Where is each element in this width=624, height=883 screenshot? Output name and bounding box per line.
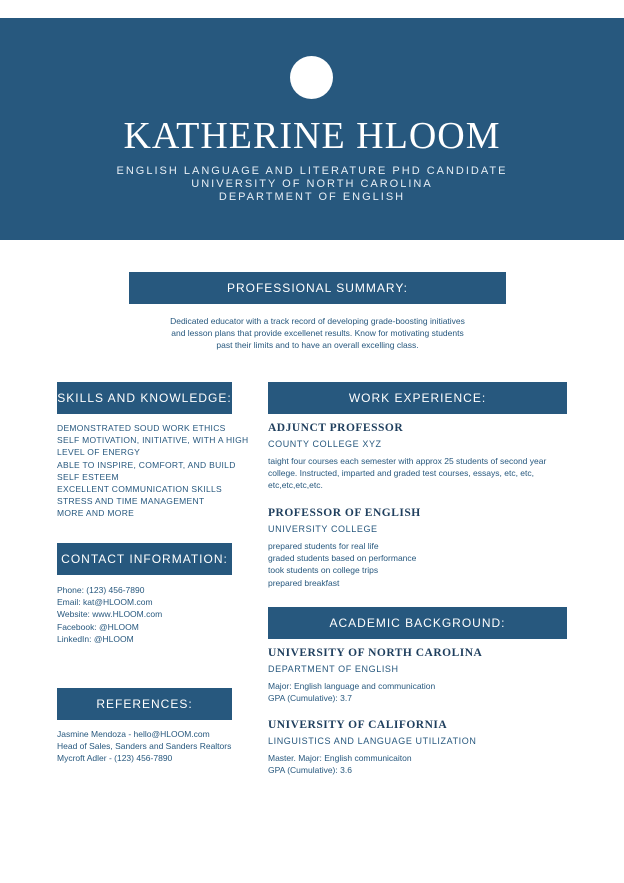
work-heading: WORK EXPERIENCE: (268, 382, 567, 414)
summary-line: past their limits and to have an overall excelling class. (216, 340, 419, 351)
job-description-line: took students on college trips (268, 565, 379, 576)
school-name: UNIVERSITY OF CALIFORNIA (268, 719, 448, 731)
skill-item: ABLE TO INSPIRE, COMFORT, AND BUILD (57, 459, 236, 470)
contact-email: Email: kat@HLOOM.com (57, 597, 153, 608)
profile-photo-placeholder (290, 56, 333, 99)
summary-heading: PROFESSIONAL SUMMARY: (129, 272, 506, 304)
summary-line: and lesson plans that provide excellenet results. Know for motivating students (171, 328, 464, 339)
academic-heading: ACADEMIC BACKGROUND: (268, 607, 567, 639)
job-description-line: prepared students for real life (268, 541, 379, 551)
summary-text (120, 315, 515, 352)
job-title: ADJUNCT PROFESSOR (268, 422, 404, 434)
skill-item: MORE AND MORE (57, 508, 135, 519)
job-description-line: graded students based on performance (268, 553, 417, 564)
job-description-line: taight four courses each semester with approx 25 students of second year (268, 456, 547, 466)
skills-heading: SKILLS AND KNOWLEDGE: (57, 382, 232, 414)
skills-list (57, 422, 249, 520)
job-organization: COUNTY COLLEGE XYZ (268, 439, 382, 449)
skill-item: SELF ESTEEM (57, 471, 119, 482)
references-heading: REFERENCES: (57, 688, 232, 720)
reference-line: Jasmine Mendoza - hello@HLOOM.com (57, 729, 210, 739)
skill-item: EXCELLENT COMMUNICATION SKILLS (57, 484, 223, 495)
reference-line: Mycroft Adler - (123) 456-7890 (57, 753, 173, 764)
job-description-line: prepared breakfast (268, 577, 340, 588)
subtitle-line-2: UNIVERSITY OF NORTH CAROLINA (191, 178, 433, 190)
school-department: DEPARTMENT OF ENGLISH (268, 664, 399, 674)
contact-list (57, 584, 237, 645)
subtitle-line-3: DEPARTMENT OF ENGLISH (218, 191, 406, 203)
school-detail-line: GPA (Cumulative): 3.7 (268, 693, 352, 704)
job-description-line: etc,etc,etc,etc. (268, 480, 323, 491)
header-banner (0, 18, 624, 240)
school-department: LINGUISTICS AND LANGUAGE UTILIZATION (268, 736, 477, 746)
contact-website: Website: www.HLOOM.com (57, 609, 163, 620)
summary-line: Dedicated educator with a track record of developing grade-boosting initiatives (170, 316, 465, 326)
school-detail-line: Master. Major: English communicaiton (268, 753, 412, 763)
contact-linkedin: LinkedIn: @HLOOM (57, 633, 134, 644)
contact-facebook: Facebook: @HLOOM (57, 621, 139, 632)
skill-item: SELF MOTIVATION, INITIATIVE, WITH A HIGH (57, 435, 249, 446)
school-details (268, 752, 568, 776)
candidate-name: KATHERINE HLOOM (123, 115, 501, 157)
reference-line: Head of Sales, Sanders and Sanders Realtors (57, 741, 232, 752)
subtitle-line-1: ENGLISH LANGUAGE AND LITERATURE PHD CANDIDATE (116, 165, 508, 177)
contact-heading: CONTACT INFORMATION: (57, 543, 232, 575)
school-details (268, 680, 568, 704)
job-description-line: college. Instructed, imparted and graded test courses, essays, etc, etc, (268, 468, 534, 479)
job-description (268, 455, 568, 492)
school-name: UNIVERSITY OF NORTH CAROLINA (268, 647, 483, 659)
job-organization: UNIVERSITY COLLEGE (268, 524, 378, 534)
contact-phone: Phone: (123) 456-7890 (57, 585, 145, 595)
skill-item: LEVEL OF ENERGY (57, 447, 141, 458)
school-detail-line: Major: English language and communication (268, 681, 436, 691)
job-description (268, 540, 568, 589)
school-detail-line: GPA (Cumulative): 3.6 (268, 765, 352, 776)
skill-item: STRESS AND TIME MANAGEMENT (57, 496, 205, 507)
skill-item: DEMONSTRATED SOUD WORK ETHICS (57, 423, 226, 433)
references-list (57, 728, 247, 765)
job-title: PROFESSOR OF ENGLISH (268, 507, 421, 519)
